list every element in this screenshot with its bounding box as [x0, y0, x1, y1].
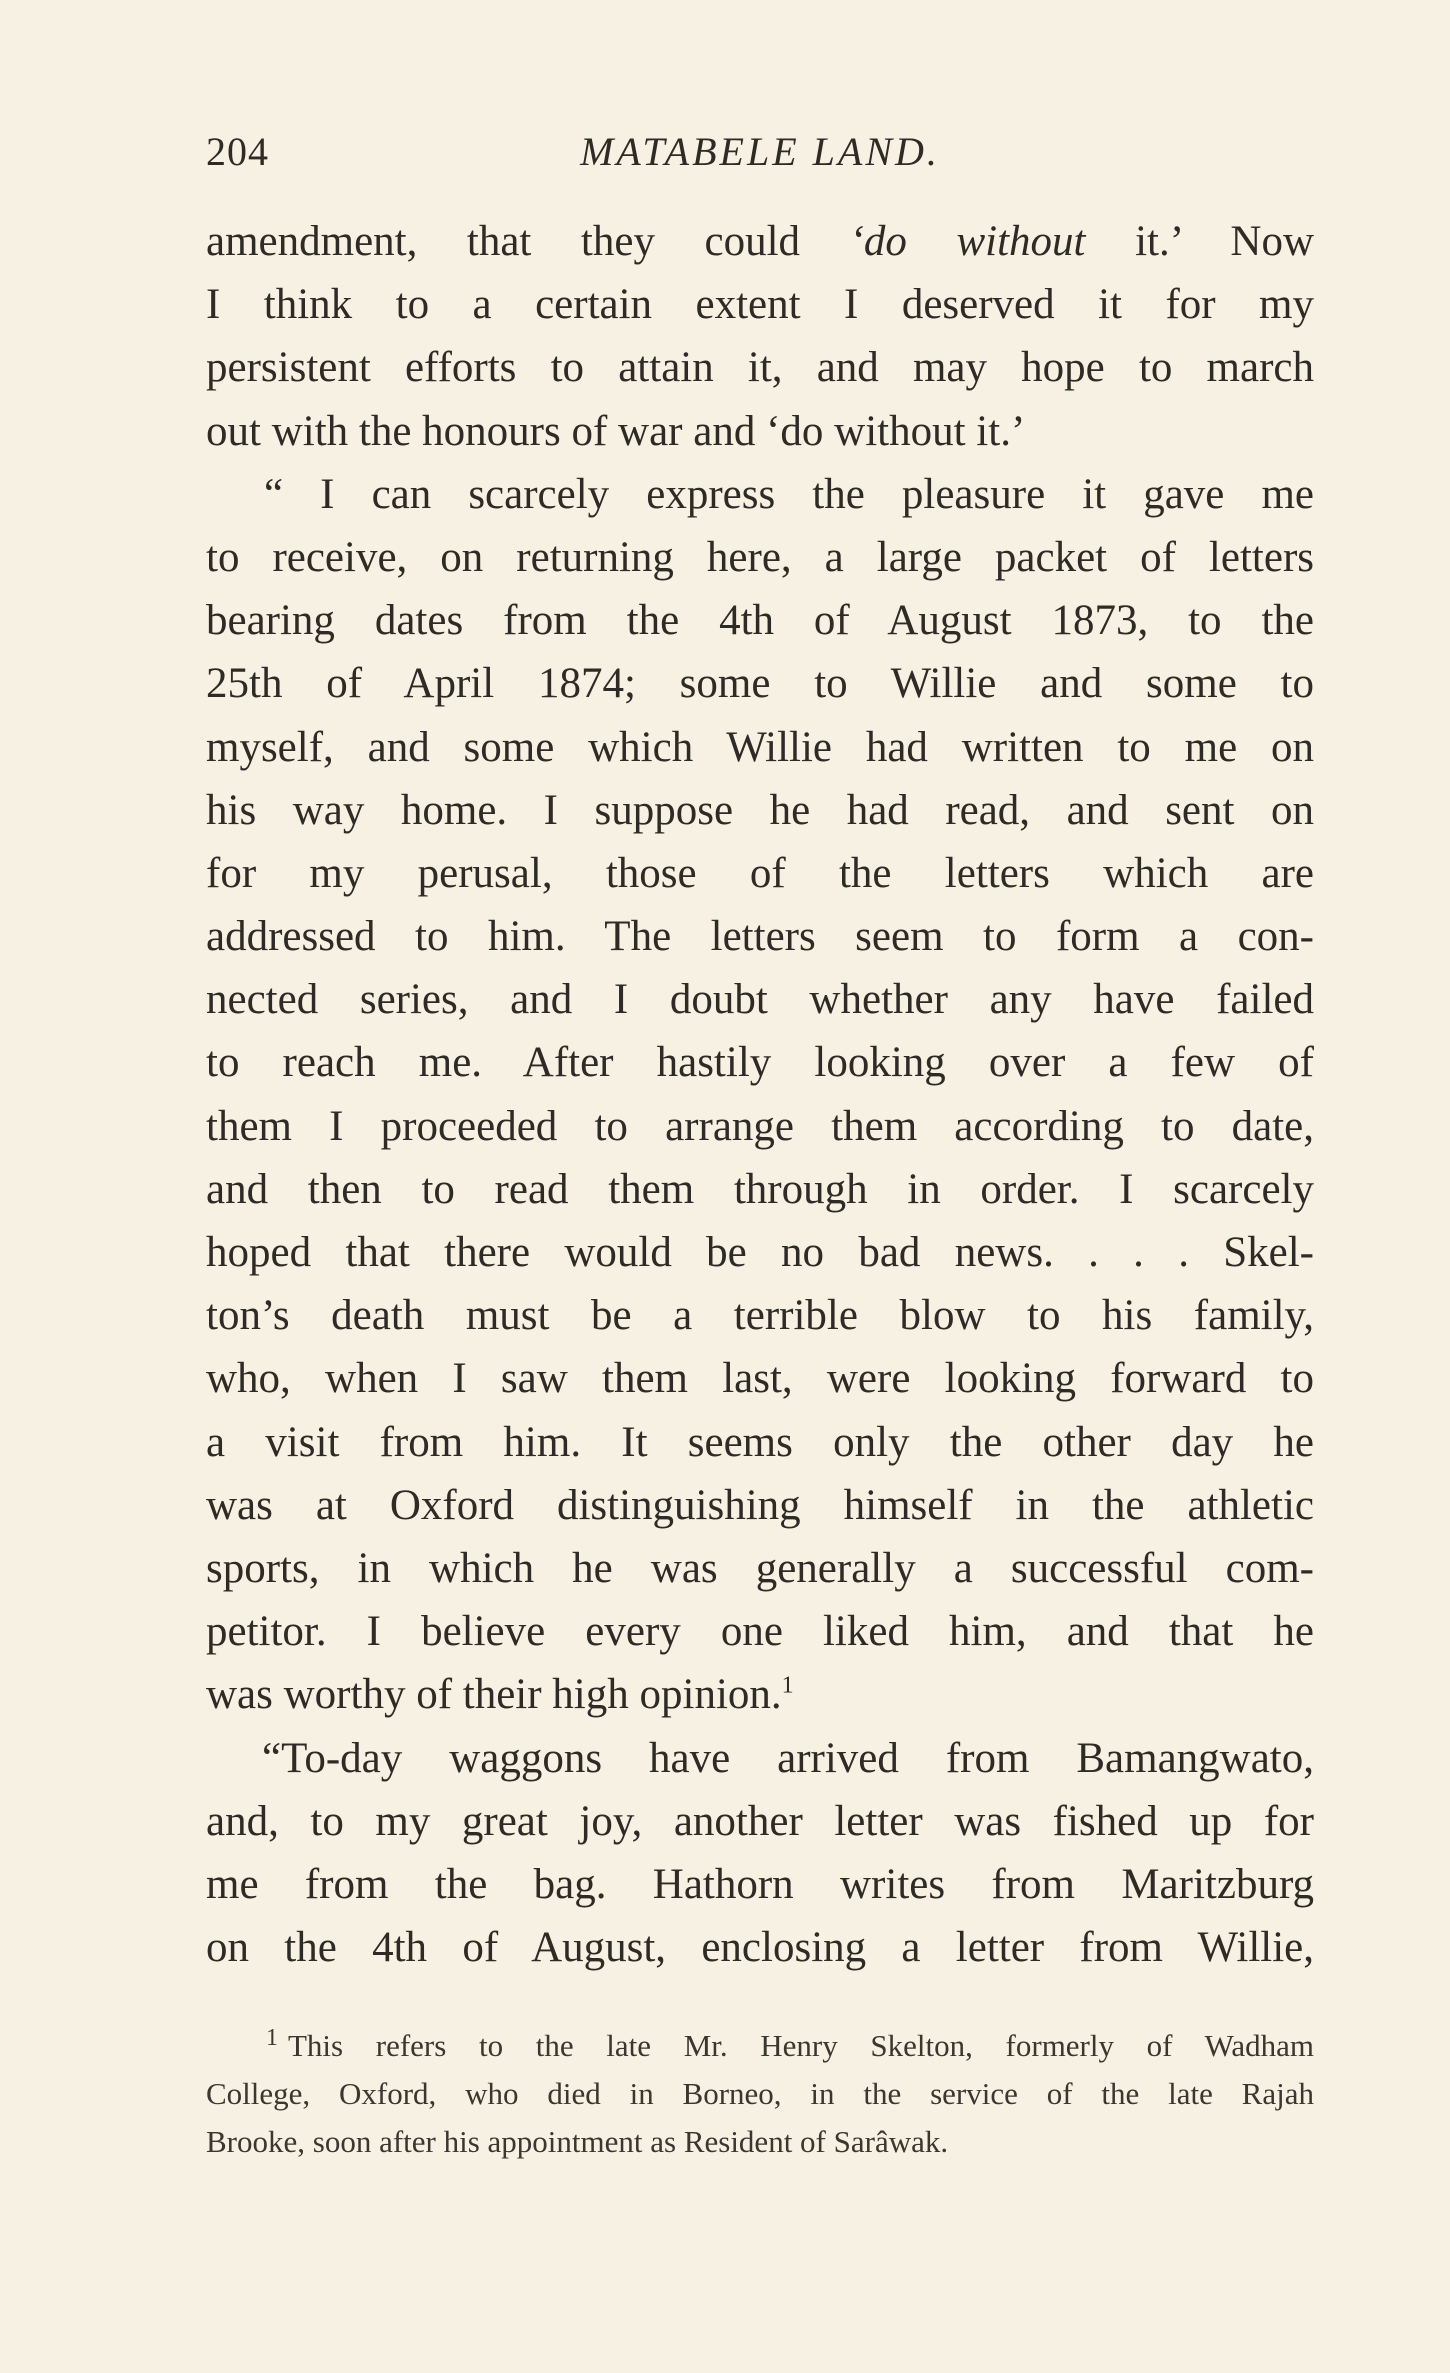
footnote-line	[206, 2022, 1314, 2070]
footnote-line: Brooke, soon after his appointment as Resident of Sarâwak.	[206, 2124, 949, 2159]
footnote-mark: 1	[266, 2024, 278, 2051]
text-line: nected series, and I doubt whether any have failed	[206, 976, 1314, 1024]
text-line: “To-day waggons have arrived from Bamangwato,	[262, 1734, 1314, 1782]
text-line: them I proceeded to arrange them according to date,	[206, 1102, 1314, 1150]
text-line: petitor. I believe every one liked him, and that he	[206, 1608, 1314, 1656]
italic-phrase: ‘do without	[849, 218, 1086, 265]
text-line: ton’s death must be a terrible blow to his family,	[206, 1292, 1314, 1340]
text-line	[206, 210, 1314, 273]
text-line: and, to my great joy, another letter was fished up for	[206, 1797, 1314, 1845]
text-line: to reach me. After hastily looking over a few of	[206, 1039, 1314, 1087]
page-number: 204	[206, 129, 269, 174]
footnote-line: College, Oxford, who died in Borneo, in the service of the late Rajah	[206, 2076, 1314, 2111]
footnote-text: This refers to the late Mr. Henry Skelton, formerly of Wadham	[288, 2028, 1314, 2063]
running-title: MATABELE LAND.	[580, 129, 940, 174]
text-line: addressed to him. The letters seem to form a con-	[206, 913, 1314, 961]
footnotes	[206, 2022, 1314, 2166]
footnote-reference: 1	[781, 1672, 794, 1699]
text-line: was at Oxford distinguishing himself in the athletic	[206, 1481, 1314, 1529]
text-line: 25th of April 1874; some to Willie and some to	[206, 660, 1314, 708]
text-line: to receive, on returning here, a large packet of letters	[206, 533, 1314, 581]
text-line: sports, in which he was generally a successful com-	[206, 1544, 1314, 1592]
body-text	[206, 210, 1314, 1979]
text-line: bearing dates from the 4th of August 1873, to the	[206, 597, 1314, 645]
text-line: persistent efforts to attain it, and may hope to march	[206, 344, 1314, 392]
running-head	[206, 128, 1314, 178]
text-line: “ I can scarcely express the pleasure it gave me	[264, 470, 1314, 518]
text-line: on the 4th of August, enclosing a letter from Willie,	[206, 1924, 1314, 1972]
text-line: I think to a certain extent I deserved it for my	[206, 281, 1314, 329]
text-run: amendment, that they could	[206, 218, 850, 265]
text-line: for my perusal, those of the letters which are	[206, 849, 1314, 897]
text-line: who, when I saw them last, were looking forward to	[206, 1355, 1314, 1403]
text-line: out with the honours of war and ‘do without it.’	[206, 407, 1026, 455]
text-line: me from the bag. Hathorn writes from Maritzburg	[206, 1860, 1314, 1908]
text-run: it.’ Now	[1085, 218, 1315, 265]
text-line: and then to read them through in order. I scarcely	[206, 1165, 1314, 1213]
text-line: myself, and some which Willie had written to me on	[206, 723, 1314, 771]
text-run: was worthy of their high opinion.	[206, 1671, 782, 1719]
text-line: his way home. I suppose he had read, and sent on	[206, 786, 1314, 834]
text-line: hoped that there would be no bad news. . . . Skel-	[206, 1229, 1314, 1276]
text-line	[206, 1663, 1314, 1726]
text-line: a visit from him. It seems only the other day he	[206, 1418, 1314, 1466]
